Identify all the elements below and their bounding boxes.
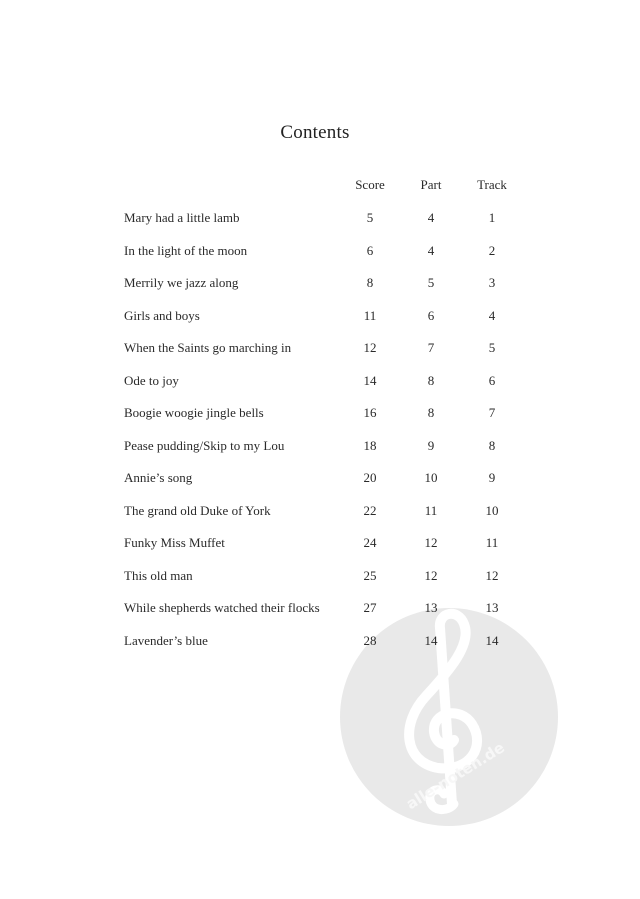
row-title: Girls and boys [124, 308, 200, 323]
row-score: 6 [366, 243, 374, 258]
row-title: Funky Miss Muffet [124, 535, 225, 550]
row-part: 6 [427, 308, 435, 323]
row-title: This old man [124, 568, 193, 583]
header-part: Part [420, 177, 442, 192]
row-track: 5 [488, 340, 496, 355]
row-score: 28 [363, 633, 377, 648]
row-score: 12 [363, 340, 377, 355]
row-score: 11 [363, 308, 377, 323]
row-track: 13 [485, 600, 499, 615]
row-score: 22 [363, 503, 377, 518]
row-title: Pease pudding/Skip to my Lou [124, 438, 285, 453]
row-title: Annie’s song [124, 470, 193, 485]
row-title: Boogie woogie jingle bells [124, 405, 264, 420]
row-part: 14 [424, 633, 438, 648]
page-title: Contents [280, 122, 350, 143]
row-track: 7 [488, 405, 496, 420]
row-part: 5 [427, 275, 435, 290]
row-part: 4 [427, 210, 435, 225]
row-track: 6 [488, 373, 496, 388]
row-track: 10 [485, 503, 499, 518]
row-track: 1 [488, 210, 496, 225]
row-part: 4 [427, 243, 435, 258]
row-score: 20 [363, 470, 377, 485]
row-title: The grand old Duke of York [124, 503, 271, 518]
row-part: 9 [427, 438, 435, 453]
header-score: Score [355, 177, 385, 192]
row-part: 8 [427, 405, 435, 420]
row-title: Mary had a little lamb [124, 210, 240, 225]
row-title: In the light of the moon [124, 243, 248, 258]
watermark-text: alle-noten.de [402, 738, 508, 814]
row-title: While shepherds watched their flocks [124, 600, 320, 615]
header-track: Track [477, 177, 507, 192]
row-track: 12 [485, 568, 499, 583]
row-track: 14 [485, 633, 499, 648]
row-score: 16 [363, 405, 377, 420]
row-title: Lavender’s blue [124, 633, 208, 648]
row-track: 9 [488, 470, 496, 485]
row-part: 11 [424, 503, 438, 518]
row-track: 2 [488, 243, 496, 258]
row-score: 18 [363, 438, 377, 453]
row-track: 11 [485, 535, 499, 550]
row-score: 25 [363, 568, 377, 583]
row-title: Ode to joy [124, 373, 179, 388]
row-part: 7 [427, 340, 435, 355]
row-score: 14 [363, 373, 377, 388]
row-score: 8 [366, 275, 374, 290]
row-part: 13 [424, 600, 438, 615]
row-score: 27 [363, 600, 377, 615]
row-part: 12 [424, 568, 438, 583]
row-track: 3 [488, 275, 496, 290]
row-title: When the Saints go marching in [124, 340, 292, 355]
row-title: Merrily we jazz along [124, 275, 239, 290]
row-score: 5 [366, 210, 374, 225]
row-track: 8 [488, 438, 496, 453]
row-part: 8 [427, 373, 435, 388]
row-track: 4 [488, 308, 496, 323]
row-part: 10 [424, 470, 438, 485]
row-score: 24 [363, 535, 377, 550]
row-part: 12 [424, 535, 438, 550]
